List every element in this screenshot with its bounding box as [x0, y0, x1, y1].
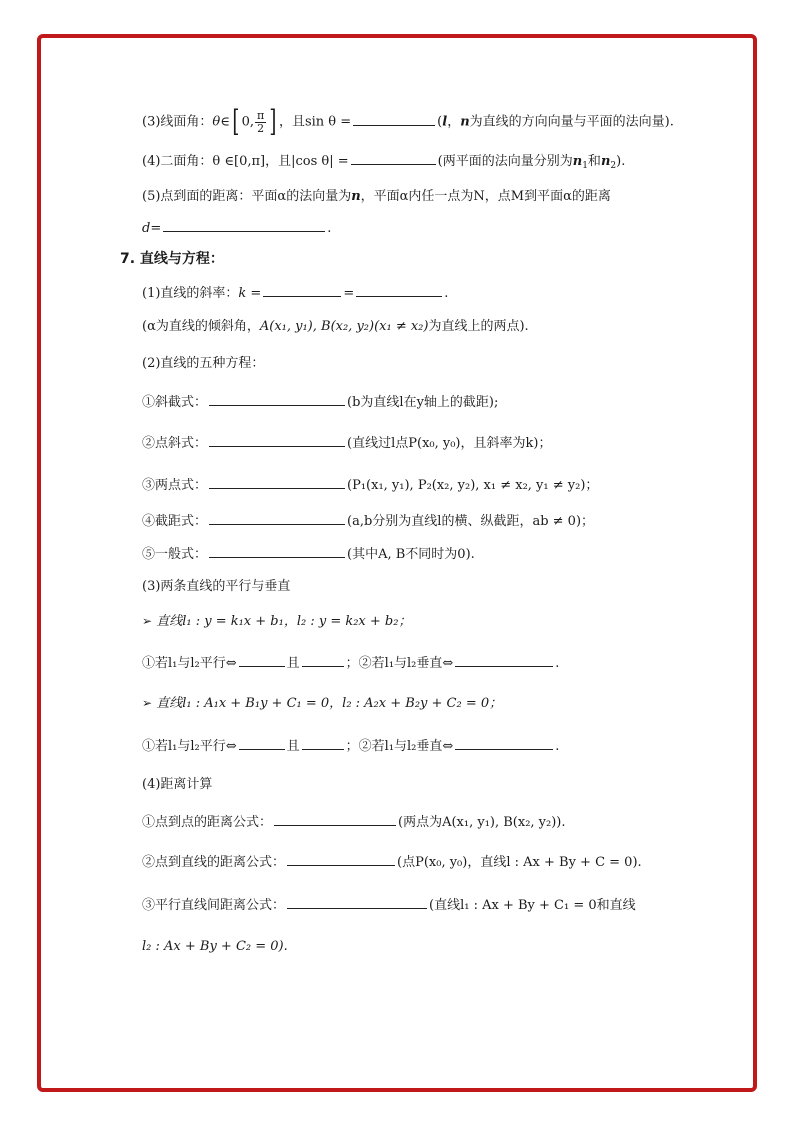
section-heading-7: 7. 直线与方程： [120, 251, 224, 267]
arrow-bullet-icon: ➢ [142, 614, 153, 628]
blank-slope-intercept[interactable] [209, 393, 345, 406]
blank-cos-theta[interactable] [351, 152, 436, 165]
line-condition-1: ①若l₁与l₂平行⇔ 且 ；②若l₁与l₂垂直⇔ . [142, 656, 560, 671]
line-five-forms: (2)直线的五种方程： [142, 356, 265, 371]
line-general-form: ⑤一般式： (其中A, B不同时为0). [142, 547, 475, 562]
blank-sin-theta[interactable] [353, 113, 435, 126]
blank-perpendicular-1[interactable] [455, 654, 553, 667]
blank-intercept-form[interactable] [209, 512, 345, 525]
blank-point-point[interactable] [274, 813, 396, 826]
line-parallel-lines-distance: ③平行直线间距离公式： (直线l₁ : Ax + By + C₁ = 0和直线 [142, 898, 636, 913]
blank-parallel-2a[interactable] [239, 737, 285, 750]
line-distance-calc: (4)距离计算 [142, 777, 213, 792]
line-parallel-lines-note: l₂ : Ax + By + C₂ = 0). [142, 939, 288, 954]
blank-point-slope[interactable] [209, 434, 345, 447]
line-distance-d: d= . [142, 221, 332, 236]
blank-distance-d[interactable] [163, 219, 325, 232]
blank-general-form[interactable] [209, 545, 345, 558]
line-slope-intercept: ①斜截式： (b为直线l在y轴上的截距); [142, 395, 499, 410]
line-bullet-2: ➢ 直线l₁ : A₁x + B₁y + C₁ = 0，l₂ : A₂x + B₂y + C₂ = 0； [142, 696, 503, 711]
arrow-bullet-icon: ➢ [142, 696, 153, 710]
line-bullet-1: ➢ 直线l₁ : y = k₁x + b₁，l₂ : y = k₂x + b₂； [142, 614, 412, 629]
blank-parallel-lines[interactable] [287, 896, 427, 909]
line-point-slope: ②点斜式： (直线过l点P(x₀, y₀)，且斜率为k)； [142, 436, 552, 451]
line-slope: (1)直线的斜率：k = = . [142, 286, 449, 301]
line-parallel-perpendicular: (3)两条直线的平行与垂直 [142, 579, 291, 594]
blank-parallel-1a[interactable] [239, 654, 285, 667]
blank-perpendicular-2[interactable] [455, 737, 553, 750]
blank-parallel-1b[interactable] [302, 654, 344, 667]
line-point-plane-distance: (5)点到面的距离：平面α的法向量为n，平面α内任一点为N，点M到平面α的距离 [142, 189, 611, 204]
blank-parallel-2b[interactable] [302, 737, 344, 750]
line-two-point: ③两点式： (P₁(x₁, y₁), P₂(x₂, y₂), x₁ ≠ x₂, y₁ ≠ y₂)； [142, 478, 599, 493]
blank-point-line[interactable] [287, 853, 395, 866]
line-point-point-distance: ①点到点的距离公式： (两点为A(x₁, y₁), B(x₂, y₂)). [142, 815, 566, 830]
blank-slope-1[interactable] [263, 284, 341, 297]
line-condition-2: ①若l₁与l₂平行⇔ 且 ；②若l₁与l₂垂直⇔ . [142, 739, 560, 754]
line-point-line-distance: ②点到直线的距离公式： (点P(x₀, y₀)，直线l : Ax + By + C = 0). [142, 855, 642, 870]
line-intercept-form: ④截距式： (a,b分别为直线l的横、纵截距，ab ≠ 0)； [142, 514, 595, 529]
blank-two-point[interactable] [209, 476, 345, 489]
line-slope-note: (α为直线的倾斜角，A(x₁, y₁), B(x₂, y₂)(x₁ ≠ x₂)为直线上的两点). [142, 319, 529, 334]
line-dihedral-angle: (4)二面角：θ ∈[0,π]，且|cos θ| = (两平面的法向量分别为$n_1$和$n_2$). [142, 154, 626, 171]
line-angle-line-plane: (3)线面角：θ∈[ 0, $\frac{\pi}{2}$ ] ，且sin θ = (l，n为直线的方向向量与平面的法向量). [142, 104, 674, 139]
blank-slope-2[interactable] [356, 284, 442, 297]
